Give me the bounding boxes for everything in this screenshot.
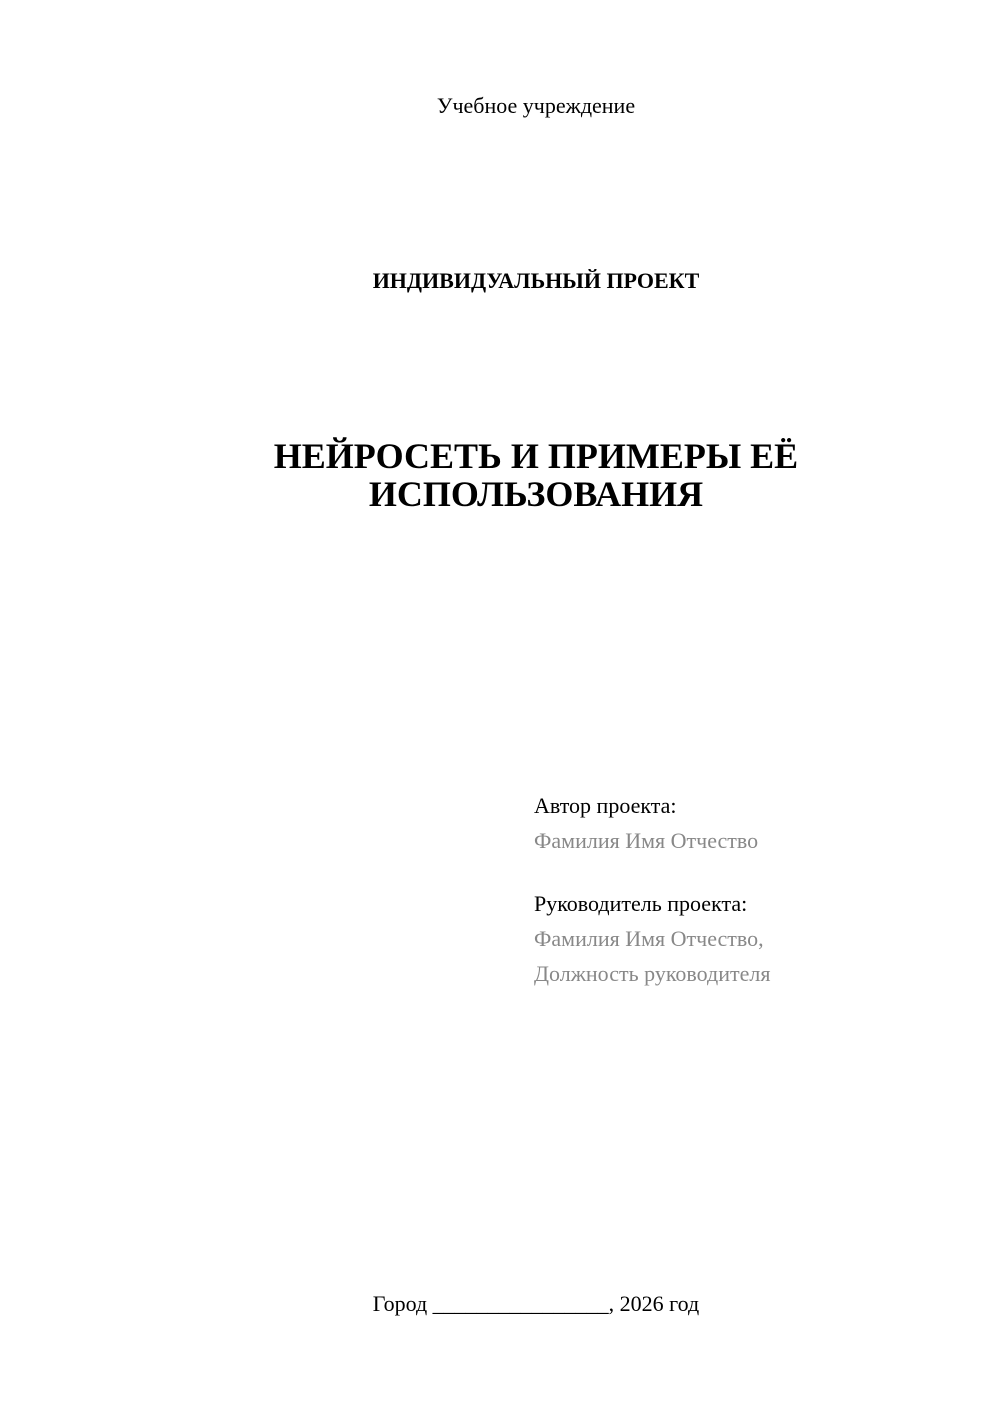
institution-name: Учебное учреждение [436,93,636,118]
supervisor-position: Должность руководителя [534,961,771,986]
project-meta [534,788,770,991]
city-year-line: Город ________________, 2026 год [372,1291,700,1316]
author-name: Фамилия Имя Отчество [534,828,759,853]
supervisor-name: Фамилия Имя Отчество, [534,926,764,951]
title-line-1: НЕЙРОСЕТЬ И ПРИМЕРЫ ЕЁ [273,436,799,476]
meta-spacer [534,858,770,886]
author-label: Автор проекта: [534,793,677,818]
title-line-2: ИСПОЛЬЗОВАНИЯ [368,474,704,514]
document-type: ИНДИВИДУАЛЬНЫЙ ПРОЕКТ [372,268,700,293]
document-title [0,437,1000,513]
supervisor-label: Руководитель проекта: [534,891,748,916]
